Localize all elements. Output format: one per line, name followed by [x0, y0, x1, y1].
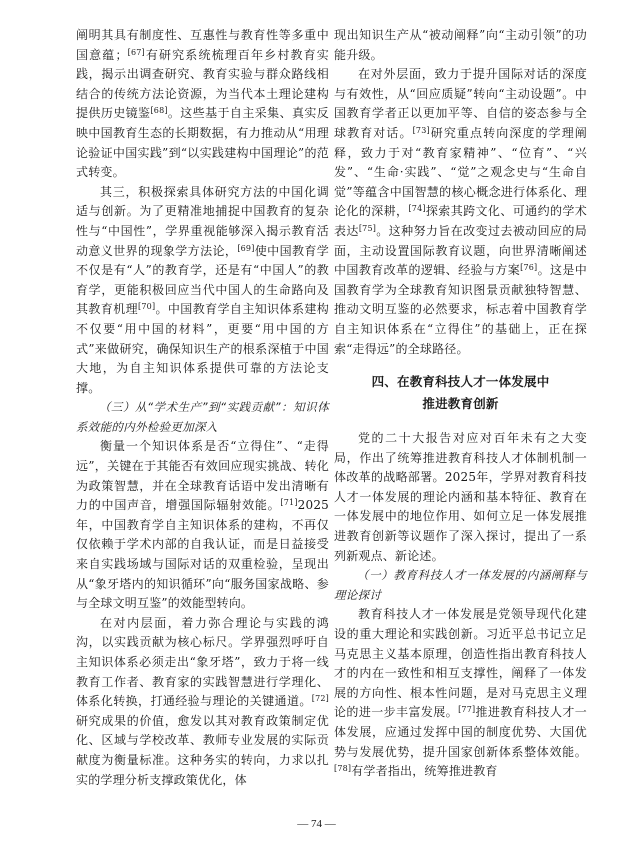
- citation-ref: [70]: [138, 302, 156, 312]
- text-run: 在对外层面，致力于提升国际对话的深度与有效性，从“回应质疑”转向“主动设题”。中国教育学者正以更加平等、自信的姿态参与全球教育对话。: [334, 67, 587, 140]
- text-run: 教育科技人才一体发展是党领导现代化建设的重大理论和实践创新。习近平总书记立足马克思主义基本原理，创造性指出教育科技人才的内在一致性和相互支撑性，阐释了一体发展的方向性、根本性问题，是对马克思主义理论的进一步丰富发展。: [334, 607, 587, 720]
- text-run: 在对内层面，着力弥合理论与实践的鸿沟，以实践贡献为核心标尺。学界强烈呼吁自主知识体系必须走出“象牙塔”，致力于将一线教育工作者、教育家的实践智慧进行学理化、体系化转换，打通经验与理论的关键通道。: [76, 615, 329, 709]
- paragraph-left-3: [76, 437, 329, 613]
- citation-ref: [77]: [458, 705, 476, 715]
- text-run: 。这是中国教育学为全球教育知识图景贡献独特智慧、推动文明互鉴的必然要求，标志着中国教育学自主知识体系在“立得住”的基础上，正在探索“走得远”的全球路径。: [334, 263, 587, 356]
- text-run: 有学者指出，统筹推进教育: [351, 764, 498, 779]
- page-number: — 74 —: [297, 818, 336, 830]
- text-run: 推进教育科技人才一体发展，应通过发挥中国的制度优势、大国优势与发展优势，提升国家创新体系整体效能。: [334, 705, 587, 759]
- paragraph-left-1: [76, 26, 329, 183]
- subsection-heading-3: （三）从“学术生产”到“实践贡献”：知识体系效能的内外检验更加深入: [76, 400, 329, 434]
- paragraph-left-2: [76, 183, 329, 399]
- text-run: 。这种努力旨在改变过去被动回应的局面，主动设置国际教育议题，向世界清晰阐述中国教育改革的逻辑、经验与方案: [334, 223, 588, 278]
- citation-ref: [74]: [408, 204, 426, 214]
- paragraph-right-3: [334, 429, 587, 566]
- citation-ref: [73]: [412, 125, 430, 135]
- text-run: 探索其跨文化、可通约的学术表达: [334, 204, 587, 238]
- citation-ref: [67]: [127, 47, 145, 57]
- citation-ref: [78]: [334, 764, 352, 774]
- section-heading-line-2: 推进教育创新: [422, 396, 499, 412]
- left-column: [76, 26, 329, 790]
- text-run: 。中国教育学自主知识体系建构不仅要“用中国的材料”，更要“用中国的方式”来做研究，确保知识生产的根系深植于中国大地，为自主知识体系提供可靠的方法论支撑。: [76, 302, 329, 395]
- paragraph-right-1: [334, 26, 587, 65]
- subsection-heading-1: （一）教育科技人才一体发展的内涵阐释与理论探讨: [334, 568, 587, 602]
- paragraph-right-2: [334, 65, 587, 359]
- citation-ref: [72]: [311, 694, 329, 704]
- text-run: 党的二十大报告对应对百年未有之大变局，作出了统筹推进教育科技人才体制机制一体改革的战略部署。2025年，学界对教育科技人才一体发展的理论内涵和基本特征、教育在一体发展中的地位作用、如何立足一体发展推进教育创新等议题作了深入探讨，提出了一系列新观点、新论述。: [334, 431, 587, 563]
- paragraph-left-4: [76, 614, 329, 790]
- text-run: 其三，积极探索具体研究方法的中国化调适与创新。为了更精准地捕捉中国教育的复杂性与“中国性”，学界重视能够深入揭示教育活动意义世界的现象学方法论，: [76, 184, 329, 258]
- text-run: 。这些基于自主采集、真实反映中国教育生态的长期数据，有力推动从“用理论验证中国实践”到“以实践建构中国理论”的范式转变。: [76, 106, 329, 180]
- citation-ref: [71]: [280, 498, 298, 508]
- section-heading-line-1: 四、在教育科技人才一体发展中: [371, 374, 550, 390]
- citation-ref: [76]: [520, 263, 538, 273]
- citation-ref: [75]: [358, 223, 377, 233]
- citation-ref: [68]: [150, 106, 168, 116]
- text-run: 阐明其具有制度性、互惠性与教育性等多重中国意蕴；: [76, 28, 329, 62]
- text-run: 使中国教育学不仅是有“人”的教育学，还是有“中国人”的教育学，更能积极回应当代中国人的生命路向及其教育机理: [76, 243, 329, 317]
- section-heading-4: [334, 371, 587, 415]
- text-run: 2025年，中国教育学自主知识体系的建构，不再仅仅依赖于学术内部的自我认证，而是日益接受来自实践场域与国际对话的双重检验，呈现出从“象牙塔内的知识循环”向“服务国家战略、参与全球文明互鉴”的效能型转向。: [76, 498, 329, 611]
- text-run: 衡量一个知识体系是否“立得住”、“走得远”，关键在于其能否有效回应现实挑战、转化为政策智慧，并在全球教育话语中发出清晰有力的中国声音，增强国际辐射效能。: [76, 439, 329, 513]
- paragraph-right-4: [334, 605, 587, 781]
- citation-ref: [69]: [237, 243, 255, 253]
- right-column: [334, 26, 587, 782]
- text-run: 研究重点转向深度的学理阐释，致力于对“教育家精神”、“位育”、“兴发”、“生命·实践”、“觉”之观念史与“生命自觉”等蕴含中国智慧的核心概念进行体系化、理论化的深耕，: [334, 125, 588, 219]
- text-run: 现出知识生产从“被动阐释”向“主动引领”的功能升级。: [334, 28, 587, 62]
- text-run: 有研究系统梳理百年乡村教育实践，揭示出调查研究、教育实验与群众路线相结合的传统方法论资源，为当代本土理论建构提供历史镜鉴: [76, 47, 329, 121]
- text-run: 研究成果的价值，愈发以其对教育政策制定优化、区域与学校改革、教师专业发展的实际贡献度为衡量标准。这种务实的转向，力求以扎实的学理分析支撑政策优化，体: [76, 713, 329, 787]
